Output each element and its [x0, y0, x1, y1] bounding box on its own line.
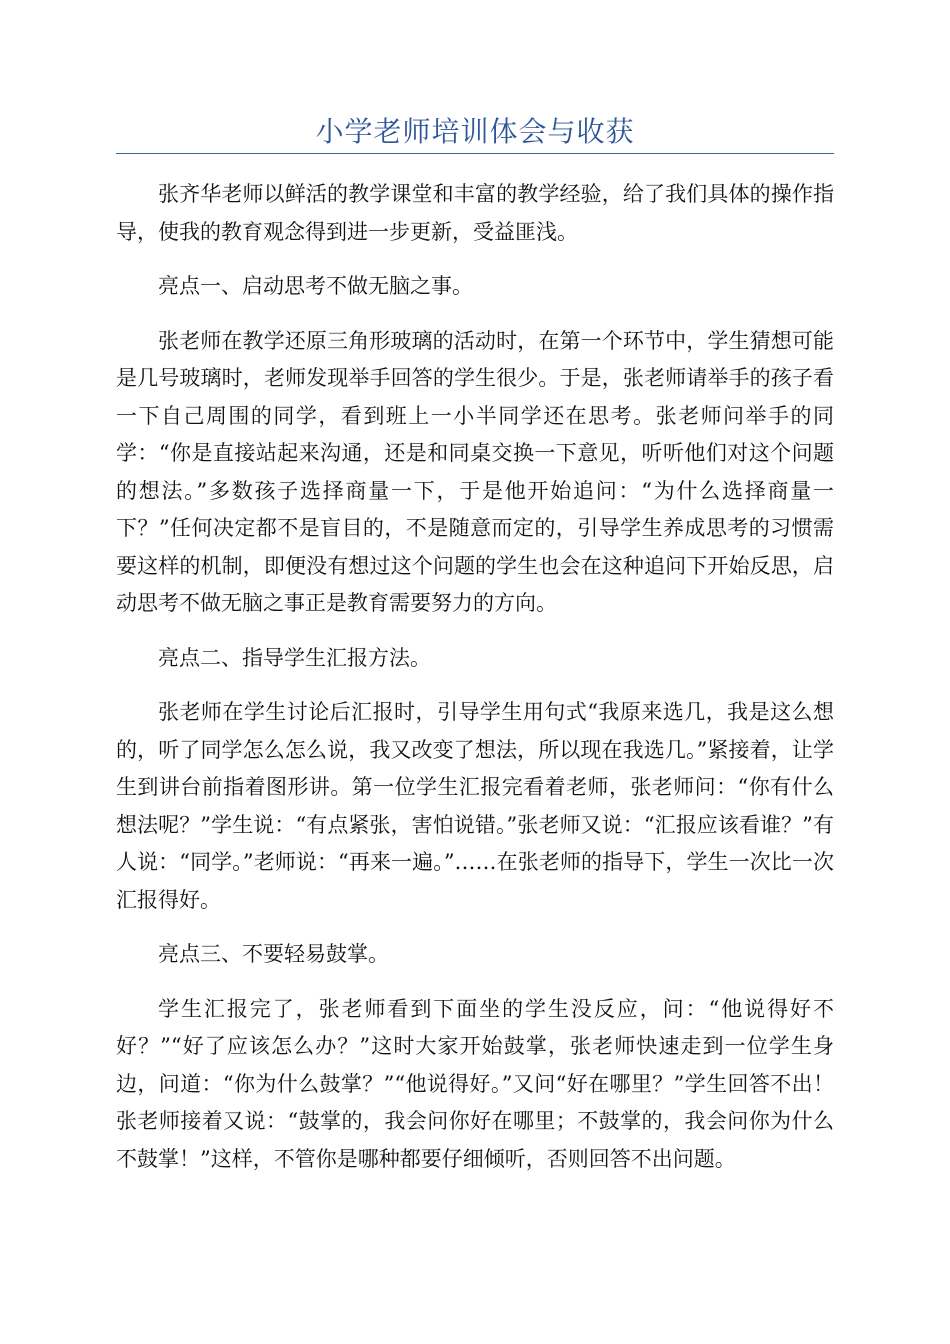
title-underline [116, 153, 834, 154]
heading-highlight-2: 亮点二、指导学生汇报方法。 [158, 645, 431, 670]
document-body [116, 176, 834, 1195]
paragraph-intro: 张齐华老师以鲜活的教学课堂和丰富的教学经验，给了我们具体的操作指导，使我的教育观念得到进一步更新，受益匪浅。 [116, 182, 834, 244]
document-title: 小学老师培训体会与收获 [315, 115, 635, 148]
heading-highlight-3: 亮点三、不要轻易鼓掌。 [158, 942, 389, 966]
heading-highlight-1: 亮点一、启动思考不做无脑之事。 [158, 274, 473, 298]
paragraph-highlight-2: 张老师在学生讨论后汇报时，引导学生用句式“我原来选几，我是这么想的，听了同学怎么怎么说，我又改变了想法，所以现在我选几。”紧接着，让学生到讲台前指着图形讲。第一位学生汇报完看着老师，张老师问：“你有什么想法呢？”学生说：“有点紧张，害怕说错。”张老师又说：“汇报应该看谁？”有人说：“同学。”老师说：“再来一遍。”……在张老师的指导下，学生一次比一次汇报得好。 [116, 700, 834, 912]
paragraph-highlight-1: 张老师在教学还原三角形玻璃的活动时，在第一个环节中，学生猜想可能是几号玻璃时，老师发现举手回答的学生很少。于是，张老师请举手的孩子看一下自己周围的同学，看到班上一小半同学还在思考。张老师问举手的同学：“你是直接站起来沟通，还是和同桌交换一下意见，听听他们对这个问题的想法。”多数孩子选择商量一下，于是他开始追问：“为什么选择商量一下？”任何决定都不是盲目的，不是随意而定的，引导学生养成思考的习惯需要这样的机制，即便没有想过这个问题的学生也会在这种追问下开始反思，启动思考不做无脑之事正是教育需要努力的方向。 [116, 328, 834, 615]
paragraph-highlight-3: 学生汇报完了，张老师看到下面坐的学生没反应，问：“他说得好不好？”“好了应该怎么办？”这时大家开始鼓掌，张老师快速走到一位学生身边，问道：“你为什么鼓掌？”“他说得好。”又问“好在哪里？”学生回答不出！张老师接着又说：“鼓掌的，我会问你好在哪里；不鼓掌的，我会问你为什么不鼓掌！”这样，不管你是哪种都要仔细倾听，否则回答不出问题。 [116, 996, 834, 1171]
